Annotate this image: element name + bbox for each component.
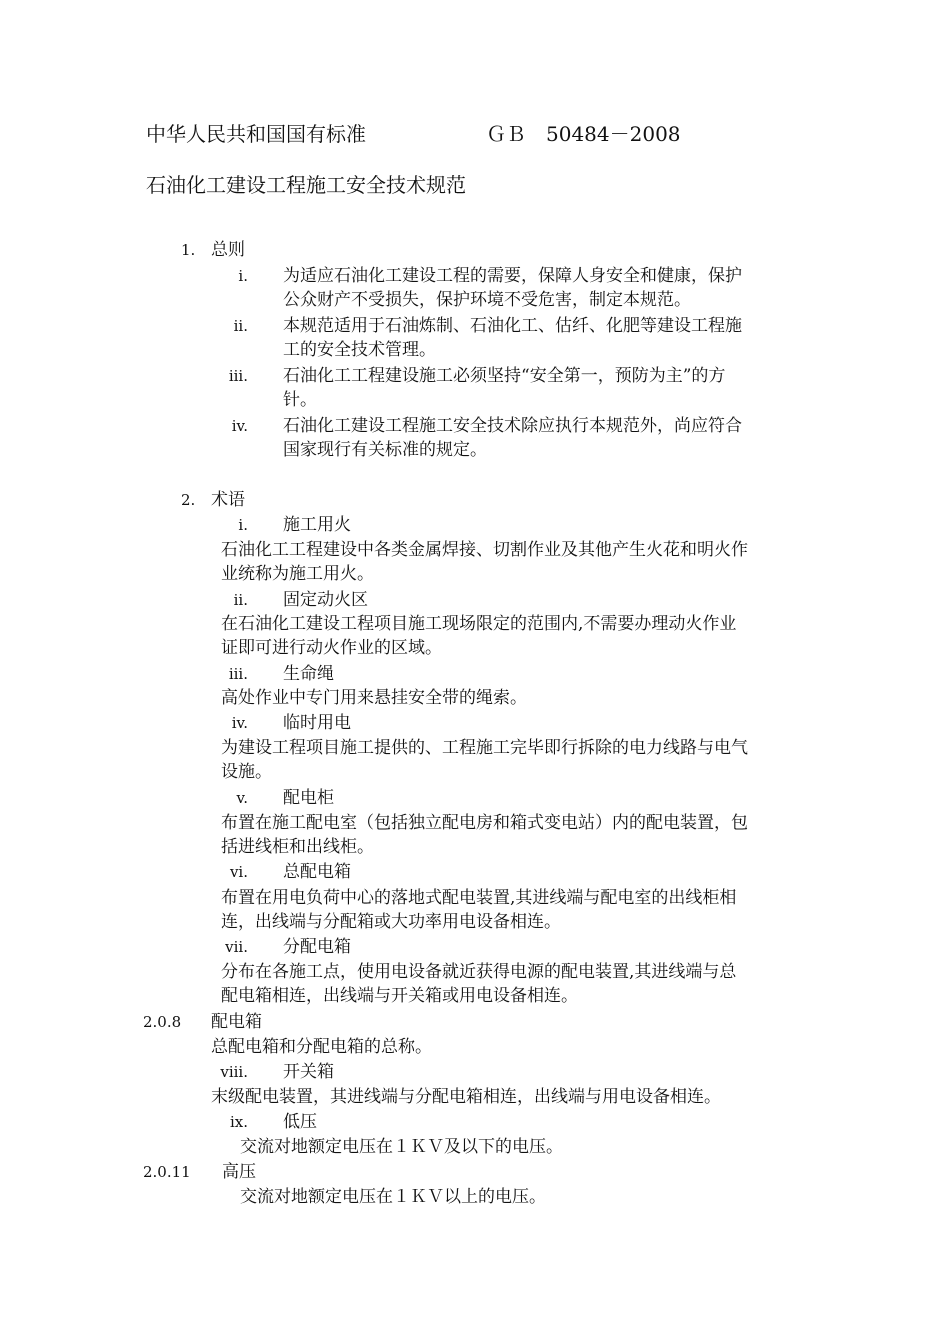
term-number: vii. <box>225 938 248 956</box>
section-title: 术语 <box>211 490 245 510</box>
clause-number: ii. <box>233 317 248 335</box>
term-number: ii. <box>233 591 248 609</box>
term-number: iv. <box>231 714 248 732</box>
term-definition: 交流对地额定电压在１ＫＶ以上的电压。 <box>240 1187 546 1207</box>
clause-text: 工的安全技术管理。 <box>283 340 436 360</box>
term-number: v. <box>236 789 248 807</box>
clause-text: 本规范适用于石油炼制、石油化工、估纤、化肥等建设工程施 <box>283 316 742 336</box>
term-name: 低压 <box>283 1112 317 1132</box>
term-name: 配电柜 <box>283 788 334 808</box>
term-definition: 为建设工程项目施工提供的、工程施工完毕即行拆除的电力线路与电气 <box>221 738 748 758</box>
term-definition: 高处作业中专门用来悬挂安全带的绳索。 <box>221 688 527 708</box>
term-number: viii. <box>220 1063 248 1081</box>
term-name: 总配电箱 <box>283 862 351 882</box>
clause-text: 石油化工工程建设施工必须坚持“安全第一，预防为主”的方 <box>283 366 726 386</box>
term-name: 分配电箱 <box>283 937 351 957</box>
document-title: 石油化工建设工程施工安全技术规范 <box>146 173 466 197</box>
clause-text: 针。 <box>283 390 317 410</box>
term-number: iii. <box>228 665 248 683</box>
standard-title: 中华人民共和国国有标准 <box>146 122 366 146</box>
term-name: 高压 <box>222 1162 256 1182</box>
term-name: 开关箱 <box>283 1062 334 1082</box>
term-name: 生命绳 <box>283 664 334 684</box>
section-number: 2. <box>181 491 196 509</box>
term-definition: 在石油化工建设工程项目施工现场限定的范围内,不需要办理动火作业 <box>221 614 737 634</box>
term-name: 临时用电 <box>283 713 351 733</box>
term-definition: 括进线柜和出线柜。 <box>221 837 374 857</box>
term-definition: 交流对地额定电压在１ＫＶ及以下的电压。 <box>240 1137 563 1157</box>
clause-number: iv. <box>231 417 248 435</box>
term-number: i. <box>238 516 248 534</box>
term-number: 2.0.11 <box>143 1163 191 1181</box>
clause-text: 国家现行有关标准的规定。 <box>283 440 487 460</box>
clause-text: 为适应石油化工建设工程的需要，保障人身安全和健康，保护 <box>283 266 742 286</box>
term-definition: 布置在施工配电室（包括独立配电房和箱式变电站）内的配电装置，包 <box>221 813 748 833</box>
clause-text: 石油化工建设工程施工安全技术除应执行本规范外，尚应符合 <box>283 416 742 436</box>
term-name: 配电箱 <box>211 1012 262 1032</box>
section-title: 总则 <box>211 240 245 260</box>
clause-number: i. <box>238 267 248 285</box>
standard-code: ＧＢ 50484－2008 <box>486 122 681 146</box>
term-number: 2.0.8 <box>143 1013 182 1031</box>
term-definition: 石油化工工程建设中各类金属焊接、切割作业及其他产生火花和明火作 <box>221 540 748 560</box>
term-name: 固定动火区 <box>283 590 368 610</box>
term-definition: 分布在各施工点，使用电设备就近获得电源的配电装置,其进线端与总 <box>221 962 737 982</box>
term-name: 施工用火 <box>283 515 351 535</box>
term-definition: 设施。 <box>221 762 272 782</box>
term-number: vi. <box>229 863 248 881</box>
clause-text: 公众财产不受损失，保护环境不受危害，制定本规范。 <box>283 290 691 310</box>
term-definition: 末级配电装置，其进线端与分配电箱相连，出线端与用电设备相连。 <box>211 1087 721 1107</box>
term-definition: 业统称为施工用火。 <box>221 564 374 584</box>
term-definition: 总配电箱和分配电箱的总称。 <box>211 1037 432 1057</box>
term-definition: 布置在用电负荷中心的落地式配电装置,其进线端与配电室的出线柜相 <box>221 888 737 908</box>
section-number: 1. <box>181 241 196 259</box>
term-definition: 配电箱相连，出线端与开关箱或用电设备相连。 <box>221 986 578 1006</box>
term-number: ix. <box>229 1113 248 1131</box>
term-definition: 连，出线端与分配箱或大功率用电设备相连。 <box>221 912 561 932</box>
term-definition: 证即可进行动火作业的区域。 <box>221 638 442 658</box>
clause-number: iii. <box>228 367 248 385</box>
